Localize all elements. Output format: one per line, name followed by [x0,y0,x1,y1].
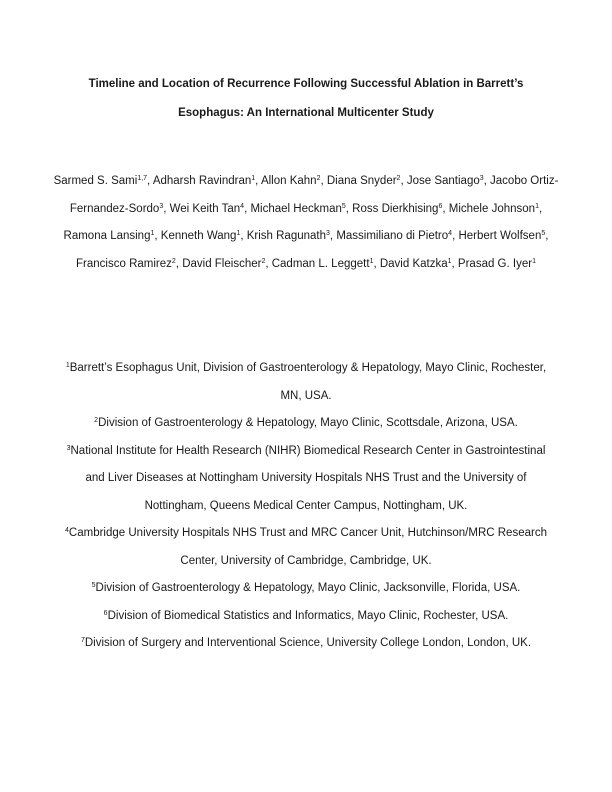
author-name: Sarmed S. Sami [53,175,138,187]
author-name: Wei Keith Tan [169,202,241,215]
author [327,175,407,187]
author [64,230,161,242]
affiliation-6 [56,603,556,631]
author-name: Ross Dierkhising [352,202,439,215]
author-affiliation-marker: 1 [236,230,241,237]
author-separator: , [373,257,380,270]
author-separator: , [244,202,251,215]
author-name: Krish Ragunath [246,230,327,242]
author-affiliation-marker: 2 [396,175,401,182]
author [352,203,449,215]
author-separator: , [545,230,549,242]
affiliation-marker: 5 [91,582,96,589]
affiliation-marker: 6 [103,609,108,617]
author-name: David Katzka [379,257,448,270]
author-affiliation-marker: 3 [159,202,164,210]
author-name: Michael Heckman [250,202,342,215]
author-separator: , [265,257,272,270]
author-name: David Fleischer [182,257,262,270]
author-separator: , [255,175,261,187]
affiliation-1 [56,355,556,410]
author-separator: , [452,230,459,242]
author-separator: , [163,202,170,215]
author-affiliation-marker: 6 [438,202,443,210]
affiliation-marker: 7 [80,637,85,644]
affiliation-marker: 3 [66,444,71,452]
author-separator: , [538,202,543,215]
author-list [50,168,562,278]
author [250,203,352,215]
author [76,258,182,270]
affiliation-text: National Institute for Health Research (NIHR) Biomedical Research Center in Gastrointestinal and Liver Diseases at Nottingham University Hospitals NHS Trust and the University of Nottingham, Queens Medical Center Campus, Nottingham, UK. [70,444,546,512]
affiliation-list [56,355,556,658]
author-affiliation-marker: 1 [150,230,155,237]
affiliation-2 [56,410,556,438]
author-affiliation-marker: 5 [541,230,546,237]
author-separator: , [345,202,353,215]
author-name: Adharsh Ravindran [152,175,252,187]
author-separator: , [451,257,458,270]
author [54,175,153,187]
author-separator: , [175,257,183,270]
author-affiliation-marker: 3 [479,175,484,182]
author-name: Cadman L. Leggett [271,257,370,270]
paper-title [60,70,552,128]
paper-title-line-2: Esophagus: An International Multicenter Study [178,107,434,119]
author-name: Diana Snyder [326,175,397,187]
author-name: Kenneth Wang [160,230,237,242]
author [182,258,272,270]
affiliation-5 [56,575,556,603]
author-affiliation-marker: 1 [532,257,536,265]
affiliation-3 [56,438,556,521]
author-separator: , [240,230,247,242]
author-separator: , [483,175,491,187]
author [458,258,536,270]
affiliation-text: Division of Gastroenterology & Hepatology, Mayo Clinic, Scottsdale, Arizona, USA. [98,417,518,429]
affiliation-text: Division of Biomedical Statistics and Informatics, Mayo Clinic, Rochester, USA. [107,609,509,622]
author-name: Prasad G. Iyer [457,257,533,270]
author [336,230,458,242]
affiliation-marker: 2 [94,417,99,424]
affiliation-4 [56,520,556,575]
affiliation-text: Barrett’s Esophagus Unit, Division of Gastroenterology & Hepatology, Mayo Clinic, Rochester, MN, USA. [69,362,547,402]
affiliation-marker: 4 [65,527,69,534]
author-affiliation-marker: 2 [261,257,266,265]
author-name: Jacobo Ortiz-Fernandez-Sordo [69,175,559,215]
author-affiliation-marker: 1,7 [137,175,148,182]
author-separator: , [329,230,337,242]
author-separator: , [400,175,407,187]
author-separator: , [320,175,327,187]
author-name: Francisco Ramirez [76,257,172,270]
author-affiliation-marker: 1 [535,202,539,210]
author-name: Michele Johnson [448,202,536,215]
author-affiliation-marker: 5 [341,202,346,210]
paper-title-line-1: Timeline and Location of Recurrence Following Successful Ablation in Barrett’s [88,78,524,90]
affiliation-text: Cambridge University Hospitals NHS Trust and MRC Cancer Unit, Hutchinson/MRC Research Center, University of Cambridge, Cambridge, UK. [68,527,547,567]
author-name: Jose Santiago [406,175,480,187]
author [153,175,261,187]
author [449,203,542,215]
author-separator: , [147,175,153,187]
author-name: Allon Kahn [260,175,317,187]
affiliation-text: Division of Gastroenterology & Hepatology, Mayo Clinic, Jacksonville, Florida, USA. [95,582,521,594]
author-name: Massimiliano di Pietro [336,230,449,242]
author-affiliation-marker: 3 [326,230,330,237]
author-affiliation-marker: 4 [240,202,245,210]
author [272,258,380,270]
author [458,230,548,242]
author-name: Herbert Wolfsen [458,230,542,242]
author-affiliation-marker: 1 [447,257,452,265]
author [407,175,490,187]
author-name: Ramona Lansing [63,230,151,242]
affiliation-7 [56,630,556,658]
author [380,258,458,270]
author-affiliation-marker: 4 [448,230,453,237]
affiliation-text: Division of Surgery and Interventional Science, University College London, London, UK. [84,637,532,649]
author [261,175,327,187]
author-affiliation-marker: 1 [251,175,256,182]
author-separator: , [442,202,449,215]
author-affiliation-marker: 1 [369,257,374,265]
affiliation-marker: 1 [65,362,70,369]
author-affiliation-marker: 2 [316,175,321,182]
author [161,230,247,242]
author [247,230,337,242]
author-affiliation-marker: 2 [171,257,176,265]
author-separator: , [154,230,161,242]
author [170,203,251,215]
